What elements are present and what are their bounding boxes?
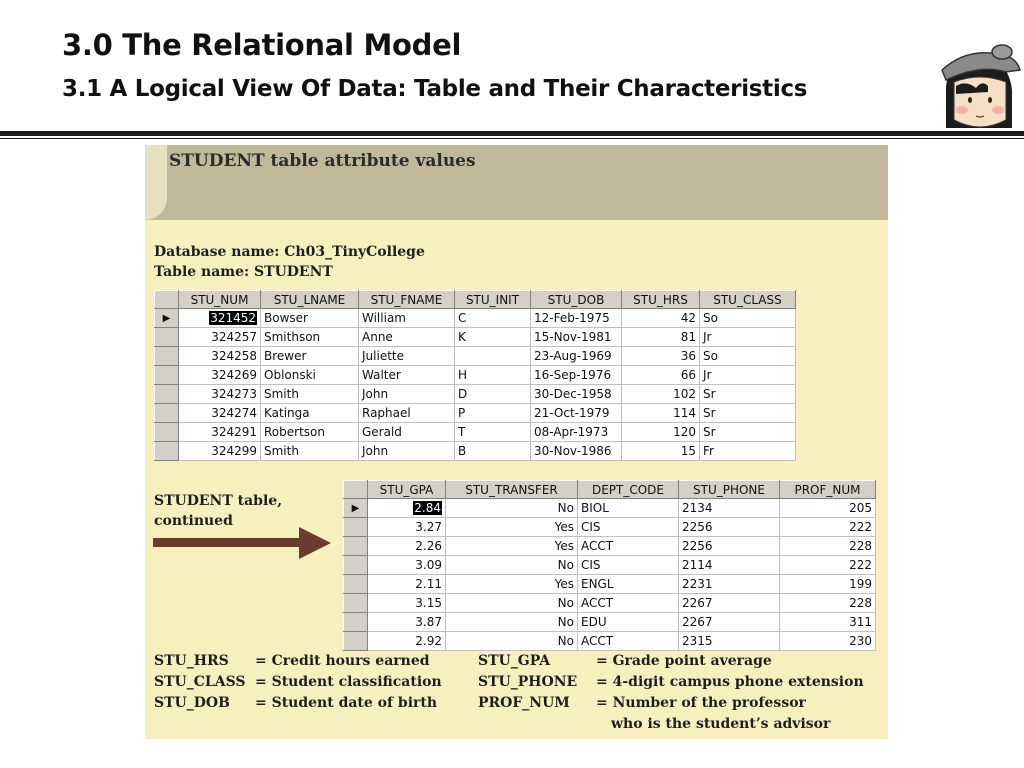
legend-definition-continued: who is the student’s advisor [611,716,831,732]
record-selector[interactable] [344,594,368,613]
cell-stu-gpa[interactable]: 3.87 [368,613,446,632]
cell-prof-num[interactable]: 230 [780,632,876,651]
cell-stu-dob[interactable]: 15-Nov-1981 [531,328,622,347]
table-body [344,499,876,651]
table-row[interactable] [344,556,876,575]
table-row[interactable] [155,442,796,461]
cell-stu-phone[interactable]: 2267 [679,613,780,632]
current-record-selector[interactable]: ▶ [155,309,179,328]
cell-stu-dob[interactable]: 23-Aug-1969 [531,347,622,366]
table-row[interactable] [155,309,796,328]
table-row[interactable] [155,328,796,347]
cell-stu-init[interactable] [455,347,531,366]
table-row[interactable] [344,613,876,632]
cell-stu-dob[interactable]: 16-Sep-1976 [531,366,622,385]
cell-stu-hrs[interactable]: 102 [622,385,700,404]
figure-panel [145,145,888,739]
record-selector[interactable] [155,404,179,423]
mascot-cartoon-icon [936,40,1022,132]
record-selector[interactable] [344,556,368,575]
cell-stu-gpa[interactable]: 2.92 [368,632,446,651]
column-header-stu-transfer[interactable]: STU_TRANSFER [446,481,578,499]
cell-dept-code[interactable]: CIS [578,556,679,575]
student-table-continued [343,480,876,651]
cell-stu-num[interactable]: 324273 [179,385,261,404]
cell-stu-transfer[interactable]: No [446,499,578,518]
cell-stu-phone[interactable]: 2134 [679,499,780,518]
table-row[interactable] [344,575,876,594]
legend-term: STU_PHONE [478,674,578,690]
legend-definition: = Grade point average [596,653,772,669]
cell-prof-num[interactable]: 228 [780,537,876,556]
cell-stu-init[interactable]: T [455,423,531,442]
record-selector[interactable] [344,632,368,651]
cell-stu-dob[interactable]: 08-Apr-1973 [531,423,622,442]
record-selector[interactable] [155,423,179,442]
cell-stu-lname[interactable]: Bowser [261,309,359,328]
cell-prof-num[interactable]: 311 [780,613,876,632]
table-row[interactable] [344,537,876,556]
cell-stu-phone[interactable]: 2267 [679,594,780,613]
cell-stu-transfer[interactable]: Yes [446,518,578,537]
column-header-stu-hrs[interactable]: STU_HRS [622,291,700,309]
cell-stu-init[interactable]: D [455,385,531,404]
title-rule [0,131,1024,136]
legend-term: STU_CLASS [154,674,246,690]
record-selector[interactable] [344,537,368,556]
cell-stu-lname[interactable]: Smithson [261,328,359,347]
cell-stu-num[interactable]: 324269 [179,366,261,385]
cell-stu-transfer[interactable]: No [446,594,578,613]
cell-stu-gpa[interactable]: 3.27 [368,518,446,537]
record-selector[interactable] [155,347,179,366]
cell-dept-code[interactable]: CIS [578,518,679,537]
record-selector[interactable] [344,575,368,594]
cell-stu-fname[interactable]: Walter [359,366,455,385]
cell-stu-phone[interactable]: 2256 [679,518,780,537]
cell-stu-transfer[interactable]: Yes [446,537,578,556]
cell-dept-code[interactable]: ENGL [578,575,679,594]
cell-stu-gpa[interactable]: 2.11 [368,575,446,594]
cell-stu-fname[interactable]: Raphael [359,404,455,423]
cell-stu-fname[interactable]: William [359,309,455,328]
cell-stu-hrs[interactable]: 81 [622,328,700,347]
column-header-stu-gpa[interactable]: STU_GPA [368,481,446,499]
table-row[interactable] [344,518,876,537]
cell-stu-gpa[interactable]: 2.26 [368,537,446,556]
cell-stu-transfer[interactable]: Yes [446,575,578,594]
cell-stu-lname[interactable]: Katinga [261,404,359,423]
cell-dept-code[interactable]: BIOL [578,499,679,518]
grid-corner-cell[interactable] [344,481,368,499]
column-header-stu-class[interactable]: STU_CLASS [700,291,796,309]
slide-subtitle: 3.1 A Logical View Of Data: Table and Their Characteristics [62,76,808,102]
cell-dept-code[interactable]: ACCT [578,594,679,613]
record-selector[interactable] [155,385,179,404]
slide-title: 3.0 The Relational Model [62,28,462,62]
cell-stu-fname[interactable]: John [359,442,455,461]
cell-stu-class[interactable]: So [700,309,796,328]
cell-stu-init[interactable]: B [455,442,531,461]
table-name-label: Table name: STUDENT [154,264,333,280]
cell-dept-code[interactable]: ACCT [578,537,679,556]
selected-cell-value: 321452 [210,311,256,325]
cell-stu-num[interactable] [179,309,261,328]
cell-stu-lname[interactable]: Smith [261,385,359,404]
cell-stu-transfer[interactable]: No [446,613,578,632]
cell-stu-fname[interactable]: John [359,385,455,404]
cell-stu-class[interactable]: Fr [700,442,796,461]
record-selector[interactable] [155,442,179,461]
title-rule-thin [0,138,1024,139]
table-header-row [155,291,796,309]
cell-stu-phone[interactable]: 2315 [679,632,780,651]
cell-stu-fname[interactable]: Gerald [359,423,455,442]
selected-cell-value: 2.84 [414,501,441,515]
cell-stu-class[interactable]: So [700,347,796,366]
record-selector[interactable] [155,366,179,385]
cell-stu-num[interactable]: 324274 [179,404,261,423]
cell-stu-lname[interactable]: Smith [261,442,359,461]
cell-stu-class[interactable]: Sr [700,404,796,423]
continued-label-line1: STUDENT table, [154,493,283,509]
cell-stu-dob[interactable]: 21-Oct-1979 [531,404,622,423]
cell-prof-num[interactable]: 228 [780,594,876,613]
cell-stu-lname[interactable]: Oblonski [261,366,359,385]
cell-stu-dob[interactable]: 12-Feb-1975 [531,309,622,328]
cell-stu-init[interactable]: P [455,404,531,423]
cell-stu-class[interactable]: Jr [700,328,796,347]
cell-stu-num[interactable]: 324258 [179,347,261,366]
cell-stu-num[interactable]: 324257 [179,328,261,347]
cell-stu-hrs[interactable]: 120 [622,423,700,442]
cell-stu-init[interactable]: H [455,366,531,385]
cell-stu-init[interactable]: C [455,309,531,328]
cell-stu-class[interactable]: Sr [700,385,796,404]
right-arrow-icon [153,525,333,561]
record-selector[interactable] [344,518,368,537]
column-header-stu-dob[interactable]: STU_DOB [531,291,622,309]
current-record-selector[interactable]: ▶ [344,499,368,518]
cell-stu-init[interactable]: K [455,328,531,347]
table-header-row [344,481,876,499]
database-name-label: Database name: Ch03_TinyCollege [154,244,425,260]
legend-definition: = Credit hours earned [255,653,430,669]
column-header-prof-num[interactable]: PROF_NUM [780,481,876,499]
cell-stu-class[interactable]: Sr [700,423,796,442]
column-header-stu-num[interactable]: STU_NUM [179,291,261,309]
cell-stu-phone[interactable]: 2256 [679,537,780,556]
figure-heading: STUDENT table attribute values [169,151,476,171]
continued-label-line2: continued [154,513,233,529]
cell-dept-code[interactable]: ACCT [578,632,679,651]
cell-prof-num[interactable]: 205 [780,499,876,518]
cell-stu-lname[interactable]: Brewer [261,347,359,366]
legend-term: PROF_NUM [478,695,570,711]
cell-stu-gpa[interactable]: 3.09 [368,556,446,575]
cell-stu-hrs[interactable]: 114 [622,404,700,423]
cell-stu-fname[interactable]: Anne [359,328,455,347]
column-header-stu-init[interactable]: STU_INIT [455,291,531,309]
table-row[interactable] [155,423,796,442]
cell-dept-code[interactable]: EDU [578,613,679,632]
cell-stu-transfer[interactable]: No [446,556,578,575]
column-header-stu-phone[interactable]: STU_PHONE [679,481,780,499]
cell-stu-num[interactable]: 324291 [179,423,261,442]
cell-stu-num[interactable]: 324299 [179,442,261,461]
figure-header-notch [145,145,167,220]
column-header-stu-fname[interactable]: STU_FNAME [359,291,455,309]
cell-stu-gpa[interactable]: 3.15 [368,594,446,613]
cell-stu-phone[interactable]: 2114 [679,556,780,575]
table-row[interactable] [155,404,796,423]
cell-stu-hrs[interactable]: 36 [622,347,700,366]
table-body [155,309,796,461]
cell-stu-hrs[interactable]: 42 [622,309,700,328]
legend-definition: = Student date of birth [255,695,438,711]
column-header-stu-lname[interactable]: STU_LNAME [261,291,359,309]
legend-term: STU_DOB [154,695,230,711]
cell-stu-gpa[interactable] [368,499,446,518]
cell-stu-dob[interactable]: 30-Dec-1958 [531,385,622,404]
legend-term: STU_HRS [154,653,229,669]
cell-stu-phone[interactable]: 2231 [679,575,780,594]
cell-stu-fname[interactable]: Juliette [359,347,455,366]
cell-stu-dob[interactable]: 30-Nov-1986 [531,442,622,461]
cell-prof-num[interactable]: 199 [780,575,876,594]
column-header-dept-code[interactable]: DEPT_CODE [578,481,679,499]
cell-stu-class[interactable]: Jr [700,366,796,385]
table-row[interactable] [344,499,876,518]
record-selector[interactable] [344,613,368,632]
cell-stu-hrs[interactable]: 15 [622,442,700,461]
record-selector[interactable] [155,328,179,347]
cell-stu-transfer[interactable]: No [446,632,578,651]
table-row[interactable] [155,347,796,366]
legend-definition: = Student classification [255,674,442,690]
legend-definition: = 4-digit campus phone extension [596,674,864,690]
table-row[interactable] [344,594,876,613]
table-row[interactable] [155,366,796,385]
legend-definition: = Number of the professor [596,695,806,711]
cell-stu-lname[interactable]: Robertson [261,423,359,442]
table-row[interactable] [344,632,876,651]
grid-corner-cell[interactable] [155,291,179,309]
legend-term: STU_GPA [478,653,551,669]
cell-stu-hrs[interactable]: 66 [622,366,700,385]
table-row[interactable] [155,385,796,404]
cell-prof-num[interactable]: 222 [780,556,876,575]
cell-prof-num[interactable]: 222 [780,518,876,537]
student-table [154,290,796,461]
